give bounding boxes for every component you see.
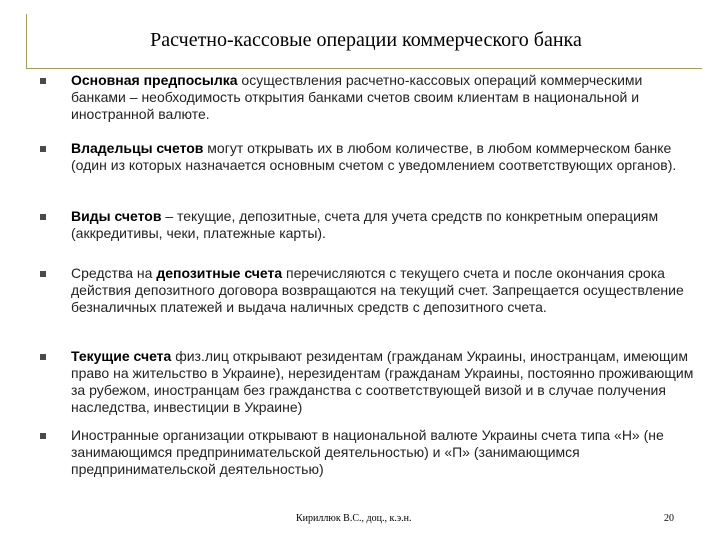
bullet-text [71, 348, 696, 416]
bullet-bold-term: Основная предпосылка [71, 72, 238, 88]
bullet-body: физ.лиц открывают резидентам (гражданам Украины, иностранцам, имеющим право на жительство в Украине), нерезидентам (гражданам Украины, постоянно проживающим за рубежом, иностранцам без гражданства с соответствующей визой и в случае получения наследства, инвестиции в Украине) [71, 348, 694, 415]
bullet-bold-term: Владельцы счетов [71, 140, 204, 156]
bullet-marker-icon [40, 354, 46, 360]
bullet-text: Иностранные организации открывают в национальной валюте Украины счета типа «Н» (не занимающимся предпринимательской деятельностью) и «П» (занимающимся предпринимательской деятельностью) [71, 427, 664, 477]
bullet-body: могут открывать их в любом количестве, в любом коммерческом банке (один из которых назначается основным счетом с уведомлением соответствующих органов). [71, 140, 677, 173]
title-border-left [26, 14, 27, 69]
bullet-text [71, 72, 696, 123]
bullet-marker-icon [40, 214, 46, 220]
bullet-text [71, 265, 696, 316]
bullet-marker-icon [40, 271, 46, 277]
bullet-text [71, 140, 696, 174]
title-border-bottom [26, 68, 702, 69]
bullet-body: осуществления расчетно-кассовых операций коммерческими банками – необходимость открытия банками счетов своим клиентам в национальной и иностранной валюте. [71, 72, 643, 122]
footer-author: Кириллюк В.С., доц., к.э.н. [296, 513, 412, 524]
bullet-bold-term: Виды счетов [71, 208, 162, 224]
bullet-body: – текущие, депозитные, счета для учета средств по конкретным операциям (аккредитивы, чеки, платежные карты). [71, 208, 659, 241]
bullet-bold-term: депозитные счета [156, 265, 283, 281]
page-number: 20 [664, 513, 674, 524]
slide-title: Расчетно-кассовые операции коммерческого банка [150, 29, 582, 51]
bullet-marker-icon [40, 146, 46, 152]
bullet-marker-icon [40, 78, 46, 84]
bullet-bold-term: Текущие счета [71, 348, 172, 364]
bullet-body: перечисляются с текущего счета и после окончания срока действия депозитного договора возвращаются на текущий счет. Запрещается осуществление безналичных платежей и выдача наличных средств с депозитного счета. [71, 265, 684, 315]
bullet-text [71, 208, 696, 242]
bullet-prefix: Средства на [71, 265, 157, 281]
bullet-marker-icon [40, 433, 46, 439]
